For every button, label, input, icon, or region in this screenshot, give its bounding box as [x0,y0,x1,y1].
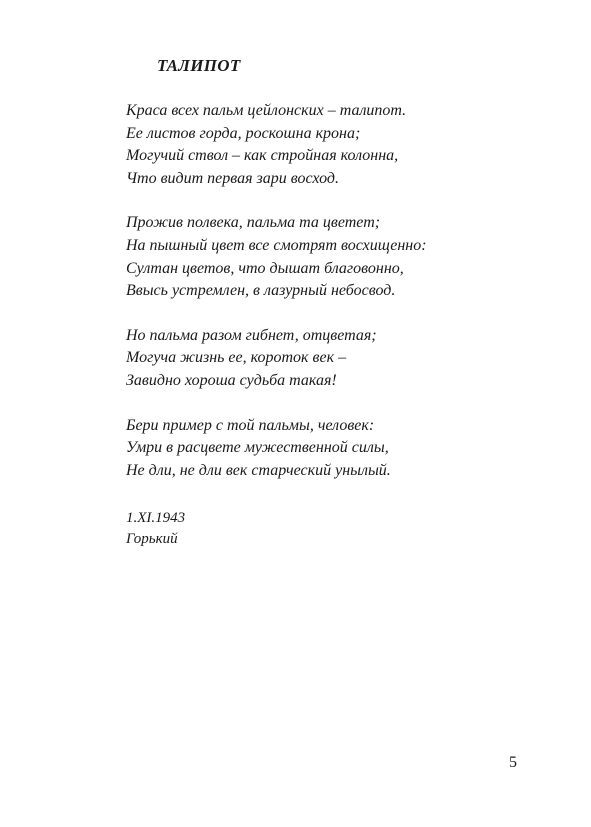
poem-line: Ее листов горда, роскошна крона; [126,124,361,142]
poem-line: Завидно хороша судьба такая! [126,371,337,389]
poem-signature [126,508,185,550]
poem-body [126,100,556,504]
stanza-3 [126,325,556,393]
page-number: 5 [509,754,517,771]
poem-line: Прожив полвека, пальма та цветет; [126,214,381,232]
poem-line: Умри в расцвете мужественной силы, [126,439,389,457]
poem-line: Но пальма разом гибнет, отцветая; [126,326,377,344]
stanza-1 [126,100,556,190]
poem-line: Краса всех пальм цейлонских – талипот. [126,102,407,119]
poem-line: Могучий ствол – как стройная колонна, [126,147,399,165]
stanza-2 [126,212,556,302]
poem-line: Не дли, не дли век старческий унылый. [126,461,391,479]
signature-date: 1.XI.1943 [126,510,186,526]
signature-place: Горький [126,531,178,547]
poem-line: Ввысь устремлен, в лазурный небосвод. [126,282,396,300]
stanza-4 [126,415,556,483]
poem-title: ТАЛИПОТ [157,56,241,75]
poem-line: Султан цветов, что дышат благовонно, [126,259,404,277]
poem-line: Что видит первая зари восход. [126,169,339,187]
poem-line: На пышный цвет все смотрят восхищенно: [126,236,427,254]
poem-line: Бери пример с той пальмы, человек: [126,416,375,434]
poem-line: Могуча жизнь ее, короток век – [126,349,347,367]
